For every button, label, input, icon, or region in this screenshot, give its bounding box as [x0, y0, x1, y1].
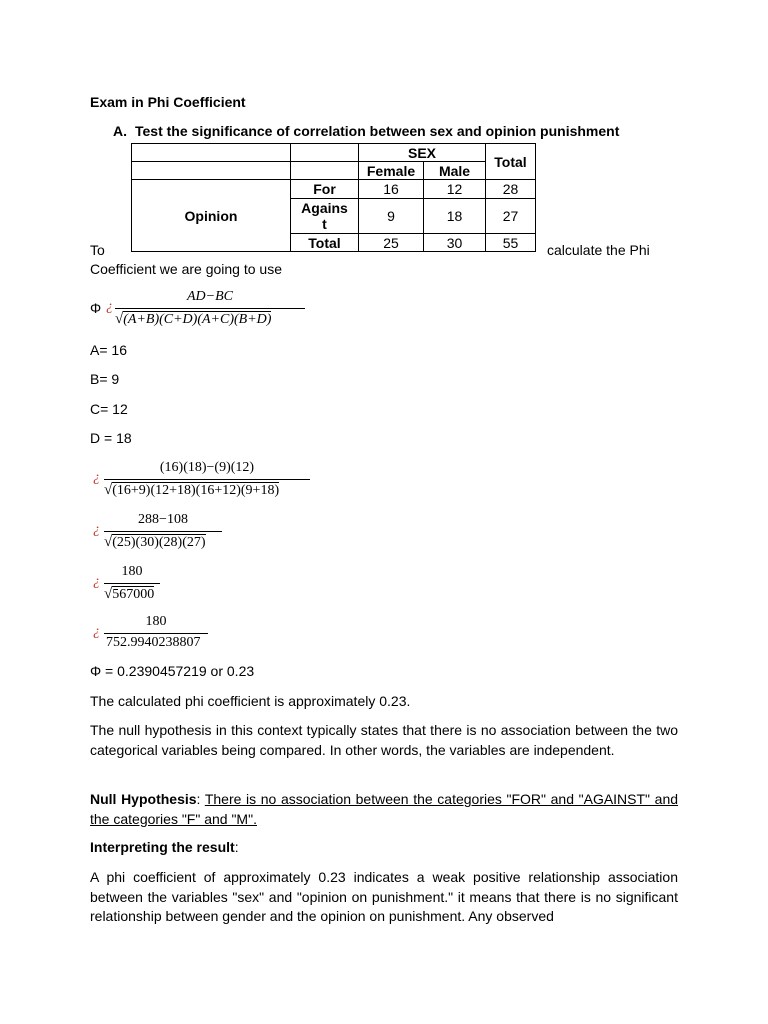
value-d: D = 18: [90, 430, 132, 446]
step-2-fraction: [104, 512, 222, 556]
fraction-bar: [104, 531, 222, 532]
step-1-denominator-text: (16+9)(12+18)(16+12)(9+18): [112, 483, 280, 498]
null-hypothesis: [90, 790, 678, 829]
equals-glyph: ¿: [93, 470, 100, 485]
row-label-against-line1: Agains: [301, 200, 348, 216]
empty-cell: [291, 162, 359, 180]
row-label-against: [291, 199, 359, 234]
empty-cell: [132, 144, 291, 162]
document-title: Exam in Phi Coefficient: [90, 94, 246, 110]
table-cell: 30: [424, 234, 486, 252]
null-hypothesis-colon: :: [196, 791, 205, 807]
intro-to: To: [90, 242, 105, 258]
table-cell: 28: [486, 180, 536, 199]
null-paragraph: The null hypothesis in this context typically states that there is no association between the two categorical variables being compared. In other words, the variables are independent.: [90, 722, 678, 758]
table-cell: 55: [486, 234, 536, 252]
equals-glyph: ¿: [93, 624, 100, 639]
sqrt-icon: √: [104, 586, 113, 602]
step-3-denominator: [104, 586, 154, 603]
table-cell: 27: [486, 199, 536, 234]
section-heading: Test the significance of correlation between sex and opinion punishment: [135, 123, 620, 139]
interpreting-label: Interpreting the result: [90, 839, 235, 855]
sqrt-icon: √: [104, 534, 113, 550]
null-hypothesis-label: Null Hypothesis: [90, 791, 197, 807]
empty-cell: [291, 144, 359, 162]
interpreting-colon: :: [234, 839, 239, 855]
step-2-denominator-text: (25)(30)(28)(27): [112, 535, 206, 550]
row-label-against-line2: t: [322, 216, 327, 232]
value-c: C= 12: [90, 401, 128, 417]
equals-glyph: ¿: [93, 574, 100, 589]
total-header: Total: [486, 144, 536, 180]
step-1-denominator: [104, 482, 279, 499]
table-cell: 18: [424, 199, 486, 234]
result-line: Φ = 0.2390457219 or 0.23: [90, 663, 255, 679]
interpreting-heading: [90, 839, 239, 856]
table-cell: 16: [359, 180, 424, 199]
final-paragraph: A phi coefficient of approximately 0.23 indicates a weak positive relationship association between the variables "sex" and "opinion on punishment." it means that there is no significant relationship between gender and the opinion on punishment. Any observed: [90, 869, 678, 924]
intro-line2: Coefficient we are going to use: [90, 261, 282, 277]
step-3-fraction: [104, 564, 160, 608]
row-label-total: Total: [291, 234, 359, 252]
step-4-numerator: 180: [145, 614, 167, 629]
phi-symbol: Φ: [90, 300, 102, 316]
formula-numerator: AD−BC: [187, 289, 233, 304]
step-2-numerator: 288−108: [138, 512, 188, 527]
equals-glyph: ¿: [106, 299, 113, 314]
calc-sentence: The calculated phi coefficient is approximately 0.23.: [90, 693, 411, 709]
table-cell: 25: [359, 234, 424, 252]
female-header: Female: [359, 162, 424, 180]
fraction-bar: [104, 479, 310, 480]
formula-denominator-text: (A+B)(C+D)(A+C)(B+D): [123, 312, 272, 327]
fraction-bar: [115, 308, 305, 309]
step-3-denominator-text: 567000: [112, 587, 155, 602]
table-cell: 12: [424, 180, 486, 199]
null-hypothesis-text: There is no association between the categories "FOR" and "AGAINST" and the categories "F" and "M".: [90, 791, 679, 827]
formula-denominator: [115, 311, 271, 328]
phi-formula: [115, 289, 305, 333]
empty-cell: [132, 162, 291, 180]
sqrt-icon: √: [115, 311, 124, 327]
step-4-denominator: 752.9940238807: [106, 635, 201, 650]
table-cell: 9: [359, 199, 424, 234]
step-2-denominator: [104, 534, 206, 551]
fraction-bar: [104, 633, 208, 634]
row-label-for: For: [291, 180, 359, 199]
sex-header: SEX: [359, 144, 486, 162]
sqrt-icon: √: [104, 482, 113, 498]
section-marker: A.: [113, 123, 127, 139]
step-1-numerator: (16)(18)−(9)(12): [159, 460, 255, 475]
fraction-bar: [104, 583, 160, 584]
step-3-numerator: 180: [121, 564, 143, 579]
step-4-fraction: [104, 614, 208, 658]
equals-glyph: ¿: [93, 522, 100, 537]
value-b: B= 9: [90, 371, 120, 387]
male-header: Male: [424, 162, 486, 180]
intro-after-table: calculate the Phi: [547, 242, 650, 258]
contingency-table: [131, 143, 536, 252]
opinion-row-header: Opinion: [132, 180, 291, 252]
step-1-fraction: [104, 460, 310, 504]
value-a: A= 16: [90, 342, 127, 358]
